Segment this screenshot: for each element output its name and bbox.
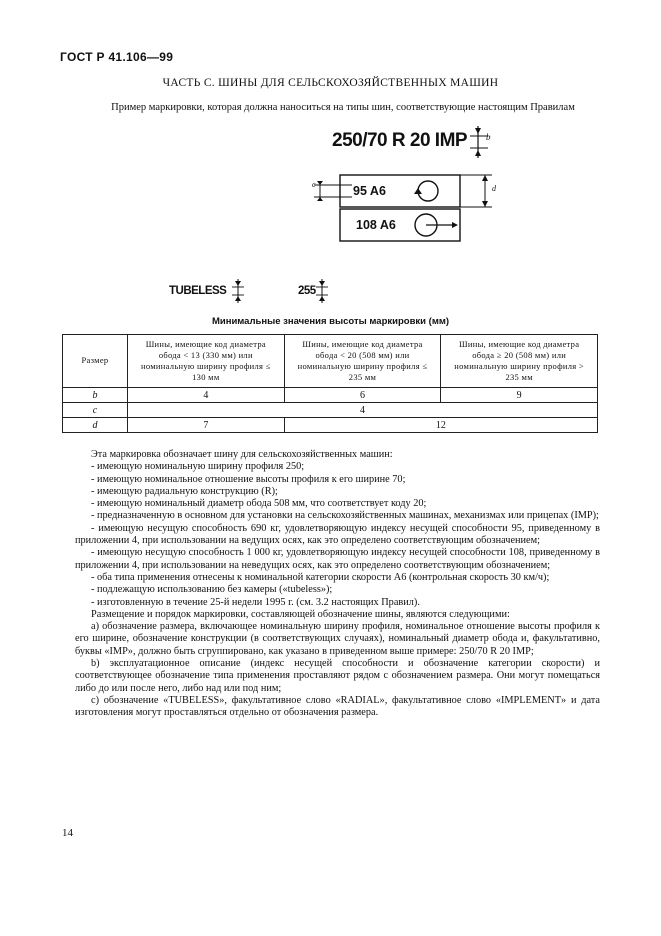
table-header-col2: Шины, имеющие код диаметра обода < 20 (508 мм) или номинальную ширину профиля ≤ 235 мм xyxy=(284,335,441,388)
dim-d-label: d xyxy=(492,184,496,193)
list-item: - имеющую номинальное отношение высоты профиля к его ширине 70; xyxy=(91,473,406,485)
page-number: 14 xyxy=(62,827,73,839)
dim-c-label: c xyxy=(312,180,316,189)
load-speed-marking-top: 95 A6 xyxy=(353,184,386,198)
table-cell: 9 xyxy=(441,388,598,403)
row-label-b: b xyxy=(63,388,128,403)
list-item: - изготовленную в течение 25-й недели 1995 г. (см. 3.2 настоящих Правил). xyxy=(91,596,420,608)
table-header-col1: Шины, имеющие код диаметра обода < 13 (330 мм) или номинальную ширину профиля ≤ 130 мм xyxy=(128,335,285,388)
table-header-col3: Шины, имеющие код диаметра обода ≥ 20 (508 мм) или номинальную ширину профиля > 235 мм xyxy=(441,335,598,388)
list-item: - оба типа применения отнесены к номинальной категории скорости А6 (контрольная скорость 30 км/ч); xyxy=(91,571,550,583)
table-cell: 4 xyxy=(128,388,285,403)
paragraph-a: а) обозначение размера, включающее номинальную ширину профиля, номинальное отношение высоты профиля к его ширине, обозначение конструкции (в соответствующих случаях), номинальный диаметр обода и, факультативно, буквы «IMP», должно быть сгруппировано, как указано в приведенном выше примере: 250/70 R 20 IMP; xyxy=(75,621,600,657)
row-label-c: c xyxy=(63,403,128,418)
table-cell: 4 xyxy=(128,403,598,418)
table-cell: 6 xyxy=(284,388,441,403)
table-cell: 7 xyxy=(128,418,285,433)
placement-paragraph: Размещение и порядок маркировки, составляющей обозначение шины, являются следующими: xyxy=(91,608,510,620)
list-item: - имеющую номинальную ширину профиля 250; xyxy=(91,461,305,473)
list-item: - имеющую радиальную конструкцию (R); xyxy=(91,485,278,497)
example-caption: Пример маркировки, которая должна наноситься на типы шин, соответствующие настоящим Правилам xyxy=(111,102,575,113)
load-speed-marking-bottom: 108 A6 xyxy=(356,218,396,232)
document-header: ГОСТ Р 41.106—99 xyxy=(60,50,174,64)
tubeless-marking: TUBELESS xyxy=(169,285,227,297)
dim-b-arrow-icon xyxy=(468,124,494,160)
section-title: ЧАСТЬ С. ШИНЫ ДЛЯ СЕЛЬСКОХОЗЯЙСТВЕННЫХ МАШИН xyxy=(162,77,499,89)
table-row xyxy=(63,388,598,403)
paragraph-b: b) эксплуатационное описание (индекс несущей способности и обозначение категории скорости) и соответствующее обозначение типа применения проставляют рядом с обозначением размера. Они могут помещаться либо до или после него, либо над или под ним; xyxy=(75,658,600,694)
marking-height-table xyxy=(62,334,598,433)
list-item: - подлежащую использованию без камеры («tubeless»); xyxy=(91,584,333,596)
table-header-size: Размер xyxy=(63,335,128,388)
list-item: - предназначенную в основном для установки на сельскохозяйственных машинах, механизмах или прицепах (IMP); xyxy=(91,510,599,522)
date-code-dim-arrow-icon xyxy=(314,278,330,304)
body-text xyxy=(75,449,600,720)
list-item: - имеющую несущую способность 690 кг, удовлетворяющую индексу несущей способности 95, приведенному в приложении 4, при использовании на ведущих осях, как это определено соответствующим обозначением; xyxy=(75,522,600,547)
table-row xyxy=(63,403,598,418)
marking-boxes-diagram xyxy=(300,168,510,248)
table-header-row xyxy=(63,335,598,388)
row-label-d: d xyxy=(63,418,128,433)
list-item: - имеющую несущую способность 1 000 кг, удовлетворяющую индексу несущей способности 108, приведенному в приложении 4, при использовании на неведущих осях, как это определено соответствующим обозначением; xyxy=(75,547,600,571)
intro-paragraph: Эта маркировка обозначает шину для сельскохозяйственных машин: xyxy=(91,449,393,460)
paragraph-c: с) обозначение «TUBELESS», факультативное слово «RADIAL», факультативное слово «IMPLEMENT» и дата изготовления могут проставляться отдельно от обозначения размера. xyxy=(75,694,600,719)
tubeless-dim-arrow-icon xyxy=(230,278,246,304)
list-item: - имеющую номинальный диаметр обода 508 мм, что соответствует коду 20; xyxy=(91,498,427,510)
tire-size-marking: 250/70 R 20 IMP xyxy=(332,130,468,151)
dim-b-label: b xyxy=(486,132,491,142)
table-cell: 12 xyxy=(284,418,597,433)
table-title: Минимальные значения высоты маркировки (мм) xyxy=(211,316,450,327)
date-code-marking: 255 xyxy=(298,285,316,297)
table-row xyxy=(63,418,598,433)
